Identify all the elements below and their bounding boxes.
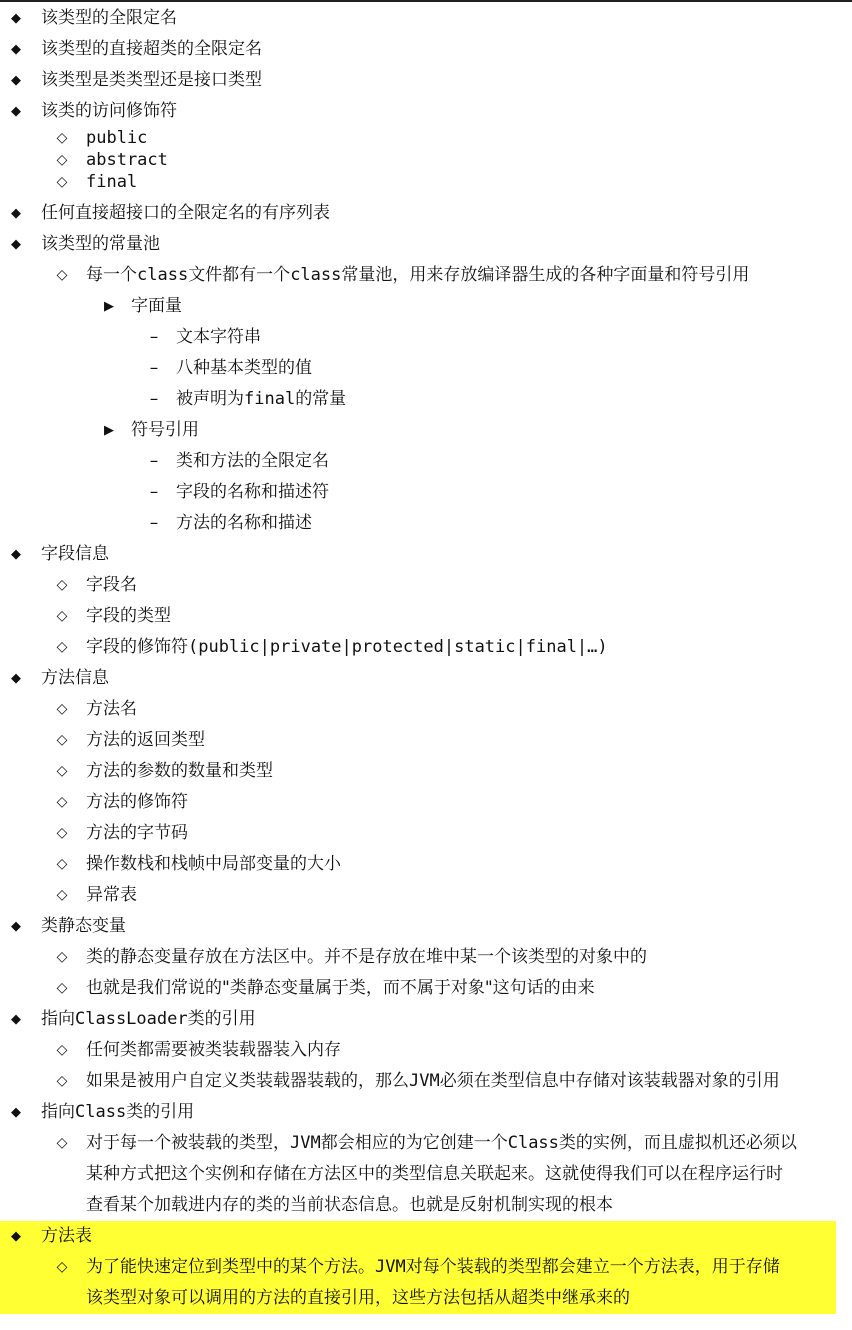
list-item <box>0 477 852 508</box>
open-diamond-bullet-icon: ◇ <box>56 608 68 624</box>
item-text: 该类型的全限定名 <box>41 8 177 28</box>
list-item-continuation <box>0 1283 836 1314</box>
list-item <box>0 1004 852 1035</box>
item-text: 方法的字节码 <box>86 823 188 843</box>
list-item <box>0 663 852 694</box>
list-item <box>0 725 852 756</box>
item-text: 字段的名称和描述符 <box>176 482 329 502</box>
list-item <box>0 96 852 127</box>
item-text: 该类型对象可以调用的方法的直接引用，这些方法包括从超类中继承来的 <box>86 1288 630 1308</box>
item-text: public <box>86 128 148 148</box>
dash-bullet-icon: – <box>149 327 159 347</box>
open-diamond-bullet-icon: ◇ <box>56 174 68 190</box>
item-text: 方法的参数的数量和类型 <box>86 761 273 781</box>
list-item <box>0 849 852 880</box>
list-item <box>0 384 852 415</box>
list-item <box>0 171 852 193</box>
list-item <box>0 756 852 787</box>
open-diamond-bullet-icon: ◇ <box>56 763 68 779</box>
item-text: 方法的返回类型 <box>86 730 205 750</box>
diamond-bullet-icon: ◆ <box>11 1012 21 1027</box>
list-item <box>0 911 852 942</box>
item-text: 任何类都需要被类装载器装入内存 <box>86 1040 341 1060</box>
item-text: 该类型的直接超类的全限定名 <box>41 39 262 59</box>
list-item <box>0 260 852 291</box>
item-text: 方法名 <box>86 699 137 719</box>
diamond-bullet-icon: ◆ <box>11 547 21 562</box>
item-text: 该类型是类类型还是接口类型 <box>41 70 262 90</box>
dash-bullet-icon: – <box>149 358 159 378</box>
list-item <box>0 787 852 818</box>
item-text: 该类型的常量池 <box>41 234 160 254</box>
list-item <box>0 694 852 725</box>
list-item <box>0 539 852 570</box>
item-text: 方法表 <box>41 1226 92 1246</box>
diamond-bullet-icon: ◆ <box>11 919 21 934</box>
item-text: 查看某个加载进内存的类的当前状态信息。也就是反射机制实现的根本 <box>86 1195 613 1215</box>
list-item <box>0 353 852 384</box>
open-diamond-bullet-icon: ◇ <box>56 887 68 903</box>
open-diamond-bullet-icon: ◇ <box>56 701 68 717</box>
open-diamond-bullet-icon: ◇ <box>56 1135 68 1151</box>
list-item <box>0 818 852 849</box>
open-diamond-bullet-icon: ◇ <box>56 980 68 996</box>
diamond-bullet-icon: ◆ <box>11 73 21 88</box>
item-text: 操作数栈和栈帧中局部变量的大小 <box>86 854 341 874</box>
item-text: 为了能快速定位到类型中的某个方法。JVM对每个装载的类型都会建立一个方法表，用于存储 <box>86 1257 780 1277</box>
dash-bullet-icon: – <box>149 513 159 533</box>
open-diamond-bullet-icon: ◇ <box>56 639 68 655</box>
item-text: 如果是被用户自定义类装载器装载的，那么JVM必须在类型信息中存储对该装载器对象的引用 <box>86 1071 780 1091</box>
list-item <box>0 1128 852 1159</box>
item-text: 字段的修饰符(public|private|protected|static|final|…) <box>86 637 608 657</box>
item-text: 字段的类型 <box>86 606 171 626</box>
dash-bullet-icon: – <box>149 389 159 409</box>
list-item <box>0 1035 852 1066</box>
open-diamond-bullet-icon: ◇ <box>56 1073 68 1089</box>
item-text: 异常表 <box>86 885 137 905</box>
item-text: 类静态变量 <box>41 916 126 936</box>
open-diamond-bullet-icon: ◇ <box>56 856 68 872</box>
item-text: 字面量 <box>131 296 182 316</box>
list-item <box>0 973 852 1004</box>
open-diamond-bullet-icon: ◇ <box>56 949 68 965</box>
diamond-bullet-icon: ◆ <box>11 671 21 686</box>
list-item <box>0 229 852 260</box>
list-item-continuation <box>0 1190 852 1221</box>
item-text: final <box>86 172 138 192</box>
diamond-bullet-icon: ◆ <box>11 11 21 26</box>
open-diamond-bullet-icon: ◇ <box>56 130 68 146</box>
diamond-bullet-icon: ◆ <box>11 206 21 221</box>
item-text: 任何直接超接口的全限定名的有序列表 <box>41 203 330 223</box>
open-diamond-bullet-icon: ◇ <box>56 794 68 810</box>
list-item <box>0 880 852 911</box>
diamond-bullet-icon: ◆ <box>11 237 21 252</box>
list-item <box>0 415 852 446</box>
list-item-continuation <box>0 1159 852 1190</box>
list-item-highlighted <box>0 1221 836 1252</box>
document-body <box>0 3 852 1314</box>
dash-bullet-icon: – <box>149 451 159 471</box>
list-item <box>0 1097 852 1128</box>
item-text: 方法信息 <box>41 668 109 688</box>
open-diamond-bullet-icon: ◇ <box>56 825 68 841</box>
list-item <box>0 127 852 149</box>
list-item <box>0 291 852 322</box>
item-text: 对于每一个被装载的类型，JVM都会相应的为它创建一个Class类的实例，而且虚拟机还必须以 <box>86 1133 797 1153</box>
list-item <box>0 508 852 539</box>
list-item <box>0 34 852 65</box>
triangle-bullet-icon: ▶ <box>104 299 114 314</box>
item-text: 字段名 <box>86 575 137 595</box>
list-item-highlighted <box>0 1252 836 1283</box>
triangle-bullet-icon: ▶ <box>104 423 114 438</box>
list-item <box>0 65 852 96</box>
list-item <box>0 198 852 229</box>
item-text: 也就是我们常说的"类静态变量属于类，而不属于对象"这句话的由来 <box>86 978 595 998</box>
item-text: 文本字符串 <box>176 327 261 347</box>
item-text: 指向ClassLoader类的引用 <box>41 1009 256 1029</box>
open-diamond-bullet-icon: ◇ <box>56 577 68 593</box>
diamond-bullet-icon: ◆ <box>11 1105 21 1120</box>
diamond-bullet-icon: ◆ <box>11 104 21 119</box>
list-item <box>0 3 852 34</box>
open-diamond-bullet-icon: ◇ <box>56 267 68 283</box>
list-item <box>0 322 852 353</box>
item-text: 被声明为final的常量 <box>176 389 347 409</box>
item-text: 字段信息 <box>41 544 109 564</box>
dash-bullet-icon: – <box>149 482 159 502</box>
item-text: 方法的名称和描述 <box>176 513 312 533</box>
item-text: 类和方法的全限定名 <box>176 451 329 471</box>
open-diamond-bullet-icon: ◇ <box>56 1042 68 1058</box>
item-text: 每一个class文件都有一个class常量池，用来存放编译器生成的各种字面量和符号引用 <box>86 265 750 285</box>
list-item <box>0 1066 852 1097</box>
item-text: abstract <box>86 150 168 170</box>
item-text: 某种方式把这个实例和存储在方法区中的类型信息关联起来。这就使得我们可以在程序运行时 <box>86 1164 783 1184</box>
top-rule <box>0 0 852 2</box>
item-text: 方法的修饰符 <box>86 792 188 812</box>
open-diamond-bullet-icon: ◇ <box>56 1259 68 1275</box>
list-item <box>0 446 852 477</box>
diamond-bullet-icon: ◆ <box>11 42 21 57</box>
list-item <box>0 149 852 171</box>
item-text: 该类的访问修饰符 <box>41 101 177 121</box>
list-item <box>0 570 852 601</box>
diamond-bullet-icon: ◆ <box>11 1229 21 1244</box>
list-item <box>0 601 852 632</box>
list-item <box>0 942 852 973</box>
list-item <box>0 632 852 663</box>
open-diamond-bullet-icon: ◇ <box>56 732 68 748</box>
item-text: 类的静态变量存放在方法区中。并不是存放在堆中某一个该类型的对象中的 <box>86 947 647 967</box>
open-diamond-bullet-icon: ◇ <box>56 152 68 168</box>
item-text: 符号引用 <box>131 420 199 440</box>
item-text: 指向Class类的引用 <box>41 1102 195 1122</box>
item-text: 八种基本类型的值 <box>176 358 312 378</box>
